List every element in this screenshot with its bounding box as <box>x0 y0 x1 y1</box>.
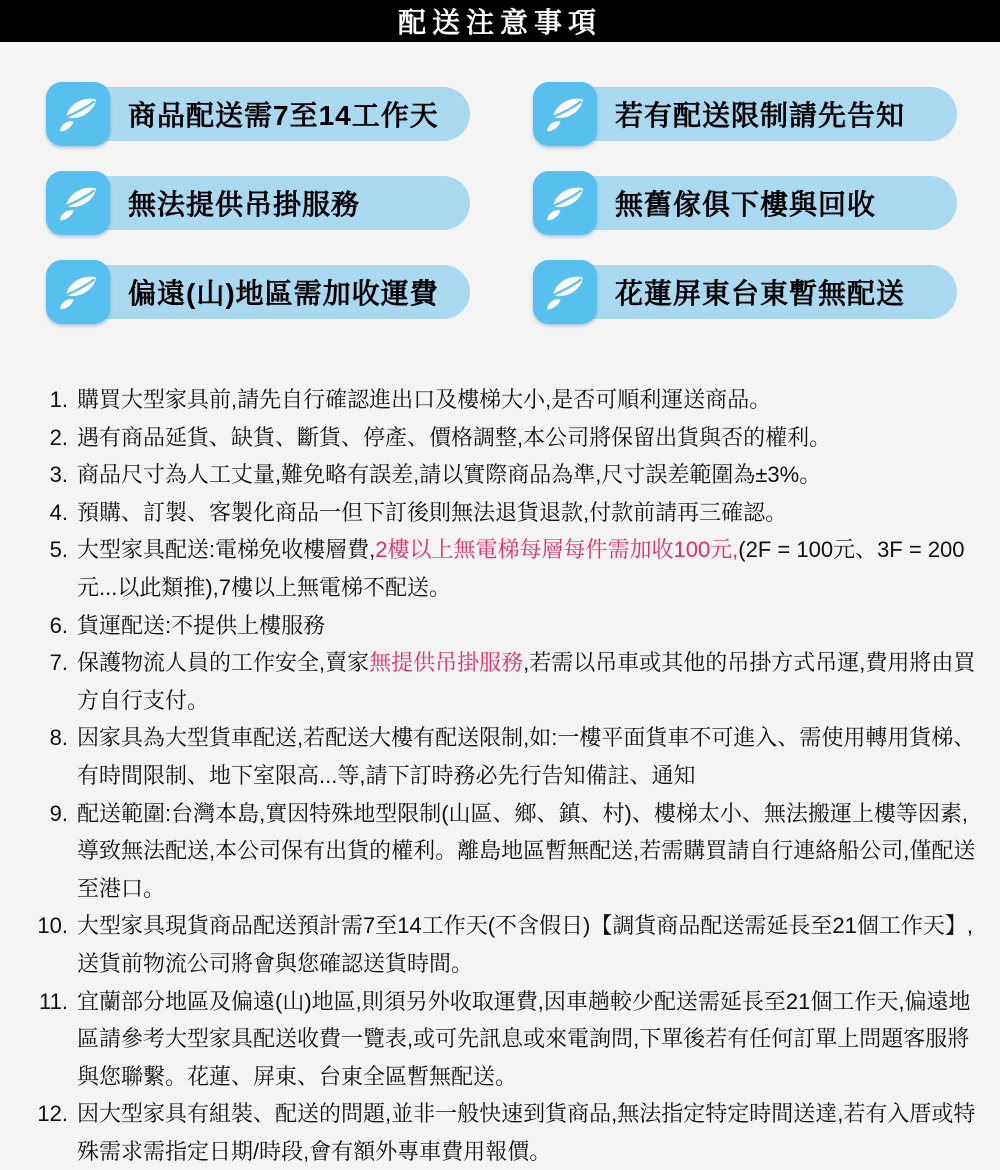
item-text: 配送範圍:台灣本島,實因特殊地型限制(山區、鄉、鎮、村)、樓梯太小、無法搬運上樓等因素,導致無法配送,本公司保有出貨的權利。離島地區暫無配送,若需購買請自行連絡船公司,僅配送至港口。 <box>77 800 976 901</box>
item-text-plain: (2F = 100元、3F = 200元...以此類推),7樓以上無電梯不配送。 <box>77 537 965 600</box>
badge-grid <box>0 42 1000 324</box>
item-text: 因大型家具有組裝、配送的問題,並非一般快速到貨商品,無法指定特定時間送達,若有入厝或特殊需求需指定日期/時段,會有額外專車費用報價。 <box>77 1101 976 1164</box>
delivery-notes-list <box>0 349 1000 1170</box>
badge-label: 若有配送限制請先告知 <box>615 100 906 131</box>
badge-row <box>46 260 1000 324</box>
item-number: 8. <box>49 725 68 751</box>
page-title: 配送注意事項 <box>397 7 602 38</box>
item-text-highlight: 2樓以上無電梯每層每件需加收100元, <box>375 537 739 563</box>
item-text: 宜蘭部分地區及偏遠(山)地區,則須另外收取運費,因車趟較少配送需延長至21個工作天,偏遠地區請參考大型家具配送收費一覽表,或可先訊息或來電詢問,下單後若有任何訂單上問題客服將與您聯繫。花蓮、屏東、台東全區暫無配送。 <box>77 988 971 1089</box>
item-number: 2. <box>49 424 68 450</box>
item-text-plain: 大型家具配送:電梯免收樓層費, <box>77 537 376 563</box>
item-number: 10. <box>37 913 68 939</box>
item-text: 大型家具現貨商品配送預計需7至14工作天(不含假日)【調貨商品配送需延長至21個工作天】,送貨前物流公司將會與您確認送貨時間。 <box>77 913 973 976</box>
badge-pill <box>555 176 957 230</box>
item-text-highlight: 無提供吊掛服務 <box>369 650 524 676</box>
item-number: 7. <box>49 650 68 676</box>
item-number: 9. <box>49 800 68 826</box>
badge-delivery-days <box>46 82 470 146</box>
list-item <box>28 1095 990 1170</box>
badge-no-east-delivery <box>533 260 957 324</box>
list-item <box>28 983 990 1096</box>
badge-label: 無舊傢俱下樓與回收 <box>615 189 877 220</box>
item-text <box>77 531 987 606</box>
leaf-icon <box>46 82 110 146</box>
item-text: 遇有商品延貨、缺貨、斷貨、停產、價格調整,本公司將保留出貨與否的權利。 <box>77 424 832 450</box>
badge-remote-fee <box>46 260 470 324</box>
leaf-icon <box>533 260 597 324</box>
leaf-icon <box>46 260 110 324</box>
badge-label: 偏遠(山)地區需加收運費 <box>128 278 439 309</box>
list-item <box>28 607 990 645</box>
item-number: 1. <box>49 387 68 412</box>
list-item <box>28 644 990 719</box>
list-item <box>28 531 990 606</box>
item-text: 貨運配送:不提供上樓服務 <box>77 612 326 638</box>
badge-row <box>46 171 1000 235</box>
leaf-icon <box>533 82 597 146</box>
badge-pill <box>68 265 470 319</box>
badge-pill <box>68 87 470 141</box>
item-number: 12. <box>37 1101 68 1127</box>
item-number: 3. <box>49 462 68 488</box>
item-text-plain: ,若需以吊車或其他的吊掛方式吊運,費用將由買方自行支付。 <box>77 650 976 713</box>
badge-pill <box>555 265 957 319</box>
item-text: 預購、訂製、客製化商品一但下訂後則無法退貨退款,付款前請再三確認。 <box>77 499 788 525</box>
item-number: 6. <box>49 612 68 638</box>
list-item <box>28 381 990 419</box>
badge-label: 商品配送需7至14工作天 <box>128 100 439 131</box>
page-header <box>0 0 1000 42</box>
list-item <box>28 419 990 457</box>
list-item <box>28 907 990 982</box>
badge-row <box>46 82 1000 146</box>
list-item <box>28 795 990 908</box>
item-text: 因家具為大型貨車配送,若配送大樓有配送限制,如:一樓平面貨車不可進入、需使用轉用貨梯、有時間限制、地下室限高...等,請下訂時務必先行告知備註、通知 <box>77 725 976 788</box>
list-item <box>28 719 990 794</box>
badge-pill <box>68 176 470 230</box>
badge-label: 花蓮屏東台東暫無配送 <box>615 278 906 309</box>
item-number: 5. <box>49 537 68 563</box>
list-item <box>28 494 990 532</box>
item-number: 4. <box>49 499 68 525</box>
item-text-plain: 保護物流人員的工作安全,賣家 <box>77 650 370 676</box>
leaf-icon <box>533 171 597 235</box>
badge-delivery-limit <box>533 82 957 146</box>
list-item <box>28 456 990 494</box>
item-number: 11. <box>39 988 68 1014</box>
item-text: 購買大型家具前,請先自行確認進出口及樓梯大小,是否可順利運送商品。 <box>77 387 772 412</box>
badge-no-removal <box>533 171 957 235</box>
badge-no-hoisting <box>46 171 470 235</box>
item-text: 商品尺寸為人工丈量,難免略有誤差,請以實際商品為準,尺寸誤差範圍為±3%。 <box>77 462 822 488</box>
badge-label: 無法提供吊掛服務 <box>128 189 361 220</box>
item-text <box>77 644 987 719</box>
badge-pill <box>555 87 957 141</box>
leaf-icon <box>46 171 110 235</box>
